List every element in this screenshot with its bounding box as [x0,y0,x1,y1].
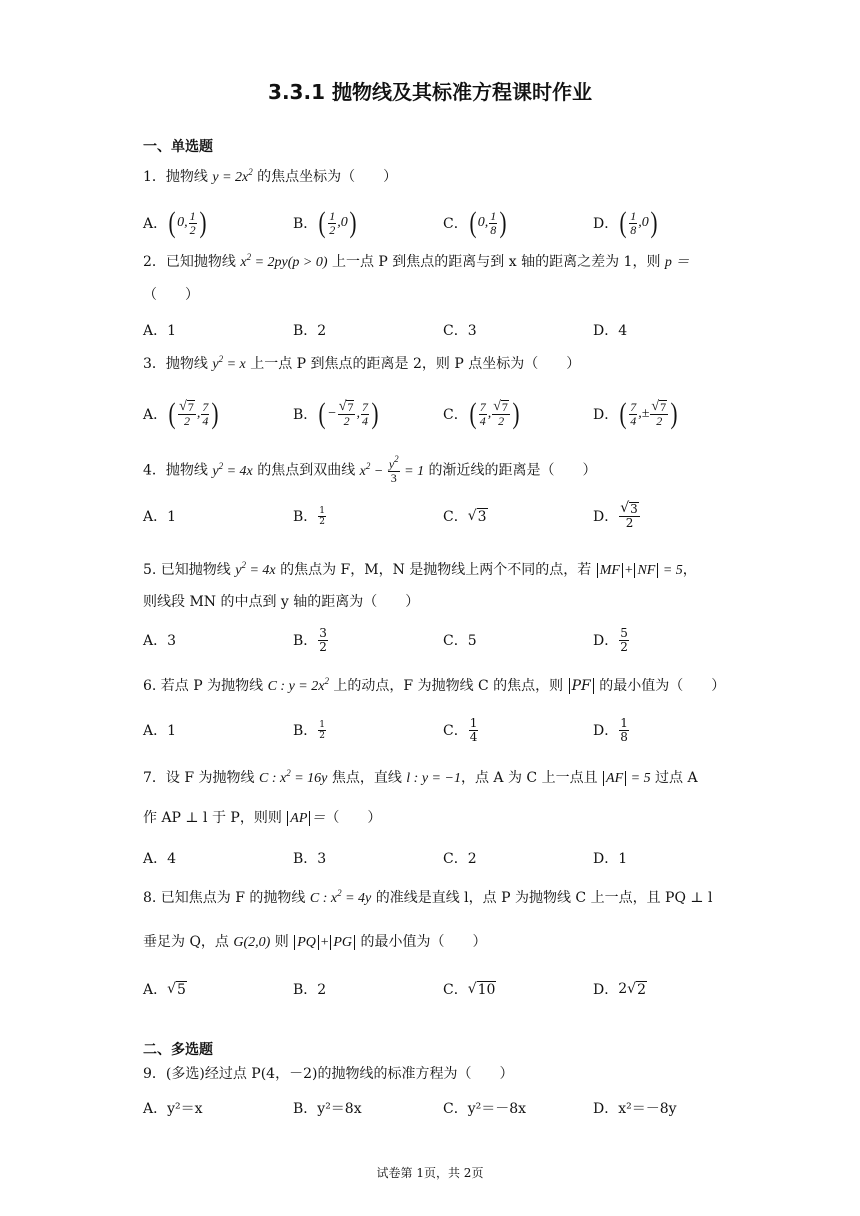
option-d[interactable]: D．1 [593,851,628,867]
question-2-cont: （ ） [143,287,199,303]
question-1: 1．抛物线 $y = 2x^2$ 的焦点坐标为（ ） [143,167,398,185]
option-a[interactable]: A．4 [143,851,177,867]
option-a[interactable]: A．1 [143,509,177,525]
question-4: 4．抛物线 $y^2 = 4x$ 的焦点到双曲线 $x^2$ − $\frac{y^2}{3}$ = 1 的渐近线的距离是（ ） [143,454,597,485]
option-c[interactable]: C．y²＝－8x [443,1101,527,1117]
question-3: 3．抛物线 $y^2 = x$ 上一点 P 到焦点的距离是 2，则 P 点坐标为（ ） [143,354,581,372]
question-7: 7．设 F 为抛物线 C : $x^2 = 16y$ 焦点，直线 l : y = −1，点 A 为 C 上一点且 AF = 5 过点 A [143,768,698,786]
question-6-options [143,710,743,750]
option-a[interactable]: A．3 [143,633,177,649]
option-d[interactable]: D． √ 3 2 [593,500,638,530]
option-a[interactable]: A．1 [143,723,177,739]
option-b[interactable]: B． ( $\frac{1}{2}$ ,0 ) [293,206,357,239]
option-d[interactable]: D． $\frac{1}{8}$ [593,715,628,744]
section-single-choice: 一、单选题 [143,139,213,155]
question-1-options [143,203,743,243]
option-c[interactable]: C． √ 10 [443,980,496,998]
option-d[interactable]: D． ( $\frac{7}{4}$ ,± √ 7 2 ) [593,397,678,430]
math-expr: $y^2 = x$ [212,354,246,372]
option-c[interactable]: C． $\frac{1}{4}$ [443,715,478,744]
option-c[interactable]: C． √ 3 [443,507,487,525]
option-b[interactable]: B． $\frac{1}{2}$ [293,505,326,527]
question-9-options [143,1088,743,1128]
question-7-options [143,838,743,878]
page-title: 3.3.1 抛物线及其标准方程课时作业 [268,80,592,104]
option-b[interactable]: B．2 [293,323,327,339]
question-3-options [143,394,743,434]
option-d[interactable]: D． 2 √ 2 [593,980,646,998]
math-expr: $x^2 = 2py(p > 0)$ [240,252,328,270]
math-expr: $y = 2x^2$ [212,167,253,185]
question-4-options [143,496,743,536]
question-8-cont: 垂足为 Q，点 G(2,0) 则 PQ + PG 的最小值为（ ） [143,934,487,950]
question-8-options [143,969,743,1009]
question-5-cont: 则线段 MN 的中点到 y 轴的距离为（ ） [143,594,420,610]
option-b[interactable]: B．3 [293,851,327,867]
option-b[interactable]: B．2 [293,982,327,998]
option-a[interactable]: A． ( 0, $\frac{1}{2}$ ) [143,206,207,239]
question-7-cont: 作 AP ⊥ l 于 P，则则 AP ＝（ ） [143,810,382,826]
option-a[interactable]: A．1 [143,323,177,339]
question-5-options [143,620,743,660]
page-footer: 试卷第 1页，共 2页 [376,1166,484,1180]
option-b[interactable]: B． $\frac{1}{2}$ [293,719,326,741]
option-d[interactable]: D． $\frac{5}{2}$ [593,625,628,654]
option-a[interactable]: A． √ 5 [143,980,186,998]
option-a[interactable]: A． ( √ 7 2 , $\frac{7}{4}$ ) [143,397,219,430]
option-d[interactable]: D．4 [593,323,628,339]
option-a[interactable]: A．y²＝x [143,1101,203,1117]
option-c[interactable]: C．2 [443,851,477,867]
question-2: 2．已知抛物线 $x^2 = 2py(p > 0)$ 上一点 P 到焦点的距离与到 x 轴的距离之差为 1，则 p ＝ [143,252,690,270]
question-2-options [143,310,743,350]
question-8: 8. 已知焦点为 F 的抛物线 C : $x^2 = 4y$ 的准线是直线 l，点 P 为抛物线 C 上一点，且 PQ ⊥ l [143,888,713,906]
option-c[interactable]: C． ( 0, $\frac{1}{8}$ ) [443,206,507,239]
question-9: 9．(多选)经过点 P(4，－2)的抛物线的标准方程为（ ） [143,1066,514,1082]
option-b[interactable]: B． $\frac{3}{2}$ [293,625,327,654]
option-b[interactable]: B．y²＝8x [293,1101,362,1117]
option-c[interactable]: C． ( $\frac{7}{4}$ , √ 7 2 ) [443,397,520,430]
question-5: 5. 已知抛物线 $y^2 = 4x$ 的焦点为 F，M，N 是抛物线上两个不同的点，若 MF + NF = 5， [143,560,697,578]
option-c[interactable]: C．3 [443,323,477,339]
option-d[interactable]: D． ( $\frac{1}{8}$ ,0 ) [593,206,658,239]
option-b[interactable]: B． ( − √ 7 2 , $\frac{7}{4}$ ) [293,397,379,430]
section-multi-choice: 二、多选题 [143,1042,213,1058]
option-d[interactable]: D．x²＝－8y [593,1101,677,1117]
option-c[interactable]: C．5 [443,633,477,649]
question-6: 6. 若点 P 为抛物线 C : $y = 2x^2$ 上的动点，F 为抛物线 C 的焦点，则 PF 的最小值为（ ） [143,676,726,694]
